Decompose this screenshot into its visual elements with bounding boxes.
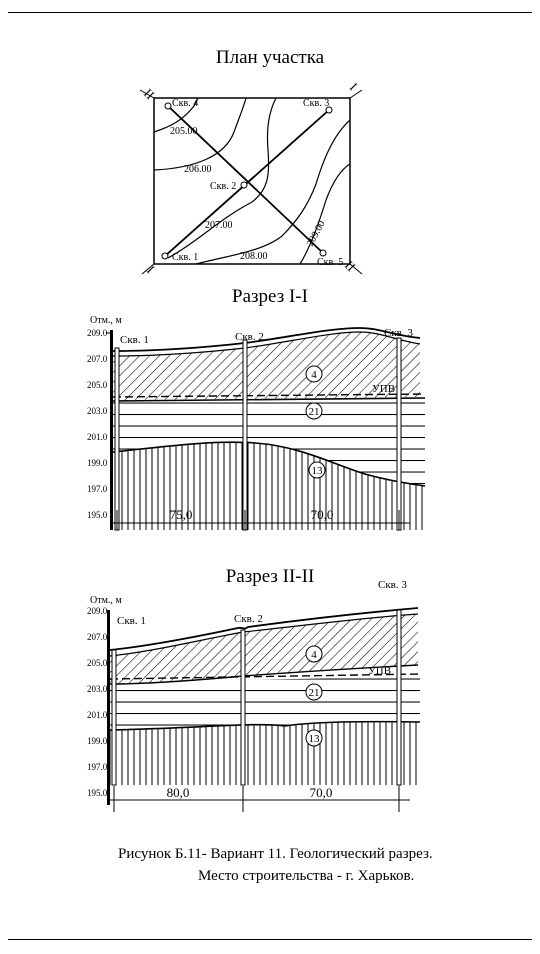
tick-label: 201.0 — [87, 432, 108, 442]
tick-label: 203.0 — [87, 684, 108, 694]
well-1-label: Скв. 1 — [172, 252, 199, 263]
figure-caption-line-1: Рисунок Б.11- Вариант 11. Геологический разрез. — [118, 846, 433, 862]
section-mark-II-top: II — [140, 85, 158, 103]
section-mark-II-bottom: II — [341, 257, 359, 275]
well-3-label: Скв. 3 — [303, 98, 330, 109]
figure-caption-line-2: Место строительства - г. Харьков. — [198, 868, 415, 884]
tick-label: 209.0 — [87, 328, 108, 338]
tick-label: 203.0 — [87, 406, 108, 416]
well-column — [397, 338, 401, 530]
well-label: Скв. 1 — [117, 615, 146, 627]
contour-label-205: 205.00 — [170, 126, 198, 137]
well-label: Скв. 2 — [234, 613, 263, 625]
well-label: Скв. 2 — [235, 331, 264, 343]
tick-label: 197.0 — [87, 484, 108, 494]
tick-label: 195.0 — [87, 788, 108, 798]
tick-label: 201.0 — [87, 710, 108, 720]
tick-label: 205.0 — [87, 658, 108, 668]
distance-label: 80,0 — [166, 785, 190, 800]
distance-label: 70,0 — [309, 785, 333, 800]
layer-21-label: 21 — [308, 687, 320, 699]
well-4-marker — [165, 103, 171, 109]
tick-label: 207.0 — [87, 354, 108, 364]
well-1-marker — [162, 253, 168, 259]
section-2-drawing — [87, 579, 420, 812]
layer-13-label: 13 — [308, 733, 320, 745]
tick-label: 197.0 — [87, 762, 108, 772]
tick-label: 199.0 — [87, 736, 108, 746]
contour-209 — [300, 164, 350, 264]
section-1-drawing — [87, 315, 425, 530]
layer-4-label: 4 — [311, 369, 317, 381]
layer-13-label: 13 — [311, 465, 323, 477]
axis-label: Отм., м — [90, 595, 122, 606]
water-table-label: УПВ — [372, 383, 396, 395]
water-table-label: УПВ — [368, 665, 392, 677]
section-mark-I-bottom: I — [143, 262, 158, 277]
well-label: Скв. 1 — [120, 334, 149, 346]
well-column — [243, 340, 247, 530]
well-label: Скв. 3 — [384, 327, 413, 339]
well-column — [112, 650, 116, 785]
distance-label: 70,0 — [310, 507, 334, 522]
tick-label: 199.0 — [87, 458, 108, 468]
contour-label-206: 206.00 — [184, 164, 212, 175]
section1-title: Разрез I-I — [232, 286, 308, 307]
well-column — [241, 630, 245, 785]
tick-label: 195.0 — [87, 510, 108, 520]
section2-title: Разрез II-II — [225, 566, 315, 587]
axis-label: Отм., м — [90, 315, 122, 326]
well-2-label: Скв. 2 — [210, 181, 237, 192]
tick-label: 205.0 — [87, 380, 108, 390]
well-column — [397, 610, 401, 785]
plan-title: План участка — [215, 47, 325, 68]
tick-label: 209.0 — [87, 606, 108, 616]
well-5-marker — [320, 250, 326, 256]
section-mark-I-top: I — [346, 79, 361, 94]
contour-label-208: 208.00 — [240, 251, 268, 262]
contour-label-207: 207.00 — [205, 220, 233, 231]
layer-4-label: 4 — [311, 649, 317, 661]
layer-21-label: 21 — [308, 406, 320, 418]
layer-13-fill — [110, 722, 420, 785]
well-5-label: Скв. 5 — [317, 257, 344, 268]
well-column — [115, 348, 119, 530]
distance-label: 75,0 — [169, 507, 193, 522]
well-label: Скв. 3 — [378, 579, 407, 591]
tick-label: 207.0 — [87, 632, 108, 642]
well-2-marker — [241, 182, 247, 188]
site-plan — [140, 80, 362, 277]
contour-208 — [196, 120, 350, 264]
well-4-label: Скв. 4 — [172, 98, 199, 109]
contour-label-209: 209.00 — [304, 218, 328, 249]
